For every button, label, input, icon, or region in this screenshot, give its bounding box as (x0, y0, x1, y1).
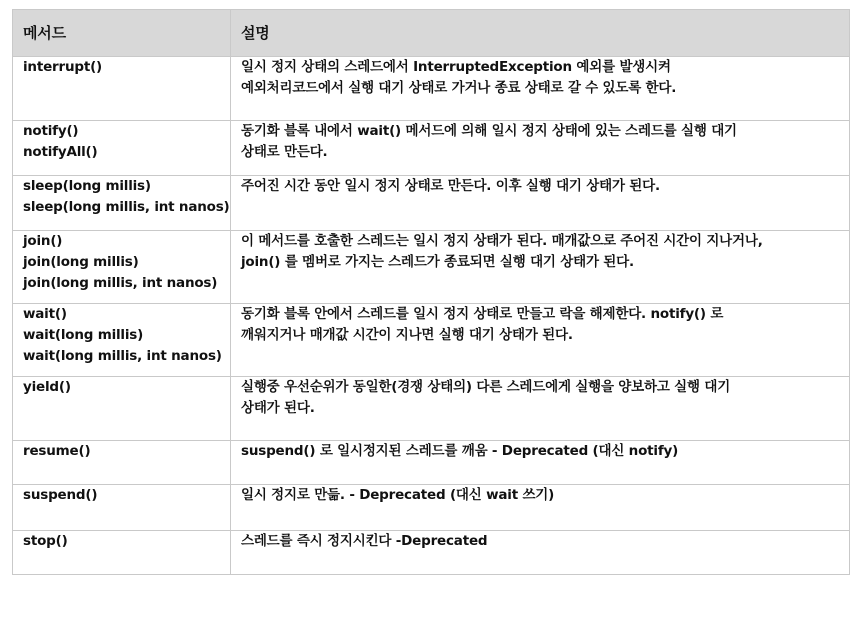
description-cell (231, 441, 850, 485)
table-row (13, 231, 850, 304)
table-header-row (13, 10, 850, 57)
description-line: 이 메서드를 호출한 스레드는 일시 정지 상태가 된다. 매개값으로 주어진 시간이 지나거나, (241, 233, 763, 249)
description-cell (231, 231, 850, 304)
table-row (13, 176, 850, 231)
description-line: 상태로 만든다. (241, 144, 328, 160)
description-cell (231, 121, 850, 176)
description-line: 동기화 블록 내에서 wait() 메서드에 의해 일시 정지 상태에 있는 스레드를 실행 대기 (241, 123, 737, 139)
method-signature: notifyAll() (23, 144, 98, 160)
description-line: 스레드를 즉시 정지시킨다 -Deprecated (241, 533, 488, 549)
description-line: join() 를 멤버로 가지는 스레드가 종료되면 실행 대기 상태가 된다. (241, 254, 634, 270)
method-signature: wait(long millis) (23, 327, 144, 343)
description-line: 주어진 시간 동안 일시 정지 상태로 만든다. 이후 실행 대기 상태가 된다. (241, 178, 660, 194)
method-cell (13, 377, 231, 441)
method-signature: join() (23, 233, 63, 249)
method-signature: sleep(long millis, int nanos) (23, 199, 230, 215)
header-method: 메서드 (13, 10, 231, 57)
description-line: 일시 정지 상태의 스레드에서 InterruptedException 예외를 발생시켜 (241, 59, 671, 75)
table-body (13, 57, 850, 575)
method-signature: wait(long millis, int nanos) (23, 348, 222, 364)
description-line: 일시 정지로 만듦. - Deprecated (대신 wait 쓰기) (241, 487, 555, 503)
method-signature: stop() (23, 533, 68, 549)
method-signature: sleep(long millis) (23, 178, 151, 194)
table-row (13, 531, 850, 575)
description-cell (231, 485, 850, 531)
method-signature: yield() (23, 379, 71, 395)
method-signature: suspend() (23, 487, 98, 503)
description-line: 깨워지거나 매개값 시간이 지나면 실행 대기 상태가 된다. (241, 327, 573, 343)
method-cell (13, 121, 231, 176)
method-cell (13, 304, 231, 377)
description-cell (231, 57, 850, 121)
table-row (13, 377, 850, 441)
method-signature: wait() (23, 306, 67, 322)
description-line: 예외처리코드에서 실행 대기 상태로 가거나 종료 상태로 갈 수 있도록 한다. (241, 80, 677, 96)
description-cell (231, 377, 850, 441)
description-line: 동기화 블록 안에서 스레드를 일시 정지 상태로 만들고 락을 해제한다. notify() 로 (241, 306, 724, 322)
table-row (13, 485, 850, 531)
table-row (13, 57, 850, 121)
method-signature: join(long millis) (23, 254, 139, 270)
table-row (13, 304, 850, 377)
method-signature: notify() (23, 123, 79, 139)
method-cell (13, 485, 231, 531)
description-cell (231, 304, 850, 377)
description-line: 실행중 우선순위가 동일한(경쟁 상태의) 다른 스레드에게 실행을 양보하고 실행 대기 (241, 379, 731, 395)
method-cell (13, 57, 231, 121)
method-cell (13, 531, 231, 575)
table-row (13, 441, 850, 485)
description-line: suspend() 로 일시정지된 스레드를 깨움 - Deprecated (대신 notify) (241, 443, 679, 459)
method-signature: join(long millis, int nanos) (23, 275, 218, 291)
method-cell (13, 441, 231, 485)
description-line: 상태가 된다. (241, 400, 315, 416)
table-row (13, 121, 850, 176)
method-signature: resume() (23, 443, 91, 459)
method-cell (13, 176, 231, 231)
header-description: 설명 (231, 10, 850, 57)
thread-methods-table (12, 9, 850, 575)
description-cell (231, 176, 850, 231)
method-signature: interrupt() (23, 59, 103, 75)
method-cell (13, 231, 231, 304)
description-cell (231, 531, 850, 575)
